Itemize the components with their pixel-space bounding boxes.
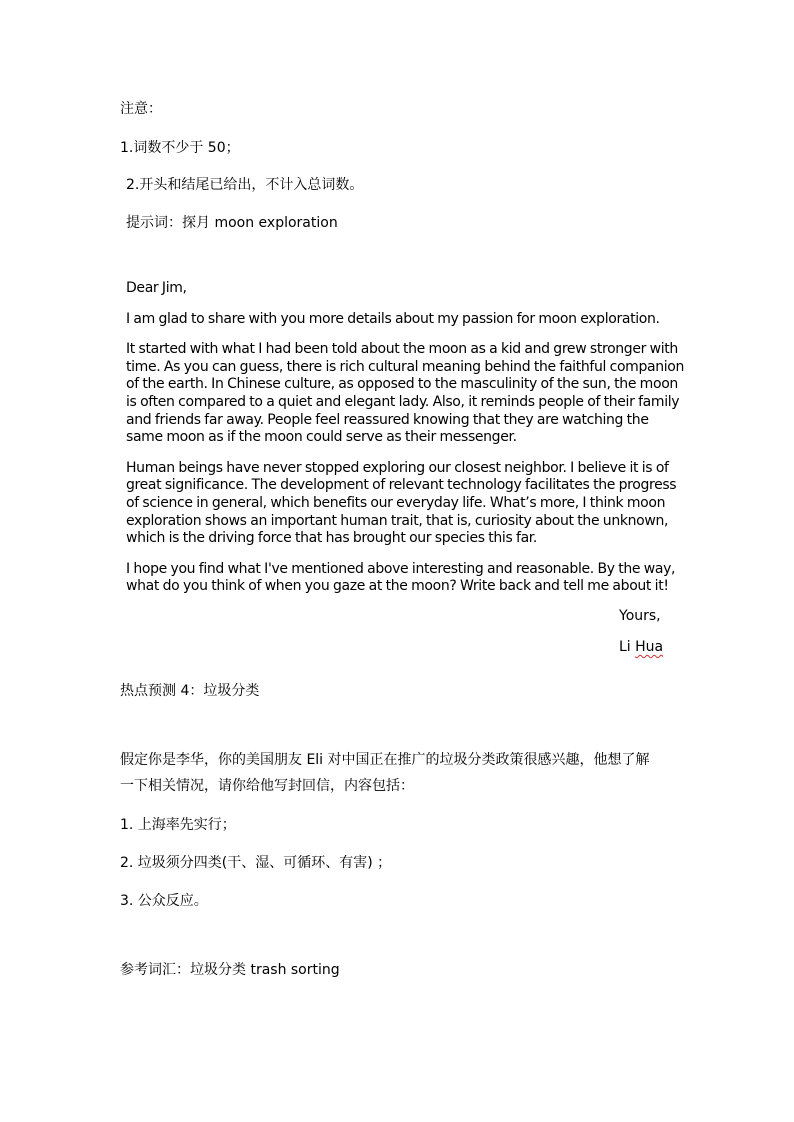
- signature-last-name: Hua: [635, 639, 664, 655]
- section2-item-1: 1. 上海率先实行；: [120, 817, 236, 833]
- letter-paragraph-3: Human beings have never stopped exploring our closest neighbor. I believe it is of great significance. The development of relevant technology facilitates the progress of science in general, which benefits our everyday life. What’s more, I think moon exploration shows an important human trait, that is, curiosity about the unknown, which is the driving force that has brought our species this far.: [126, 459, 677, 547]
- notes-heading: 注意：: [120, 101, 162, 117]
- notes-item-2: 2.开头和结尾已给出，不计入总词数。: [126, 177, 364, 193]
- letter-paragraph-1: I am glad to share with you more details about my passion for moon exploration.: [126, 310, 660, 327]
- letter-paragraph-2: It started with what I had been told about the moon as a kid and grew stronger with time. As you can guess, there is rich cultural meaning behind the faithful companion of the earth. In Chinese culture, as opposed to the masculinity of the sun, the moon is often compared to a quiet and elegant lady. Also, it reminds people of their family and friends far away. People feel reassured knowing that they are watching the same moon as if the moon could serve as their messenger.: [126, 341, 685, 446]
- section2-item-3: 3. 公众反应。: [120, 893, 208, 909]
- letter-paragraph-4: I hope you find what I've mentioned above interesting and reasonable. By the way, what do you think of when you gaze at the moon? Write back and tell me about it!: [126, 560, 676, 595]
- notes-hint: 提示词：探月 moon exploration: [126, 215, 338, 231]
- section2-prompt-line-2: 一下相关情况，请你给他写封回信，内容包括：: [120, 778, 414, 794]
- notes-item-1: 1.词数不少于 50；: [120, 140, 240, 156]
- signature-first-name: Li: [619, 639, 631, 655]
- section2-vocab: 参考词汇：垃圾分类 trash sorting: [120, 962, 340, 978]
- letter-closing: Yours,: [619, 608, 661, 624]
- letter-body: [126, 280, 686, 596]
- letter-salutation: Dear Jim,: [126, 280, 187, 296]
- section2-item-2: 2. 垃圾须分四类(干、湿、可循环、有害) ；: [120, 855, 392, 871]
- letter-signature: [619, 638, 663, 656]
- section2-prompt-line-1: 假定你是李华，你的美国朋友 Eli 对中国正在推广的垃圾分类政策很感兴趣，他想了解: [120, 752, 650, 768]
- section2-heading: 热点预测 4：垃圾分类: [120, 683, 260, 699]
